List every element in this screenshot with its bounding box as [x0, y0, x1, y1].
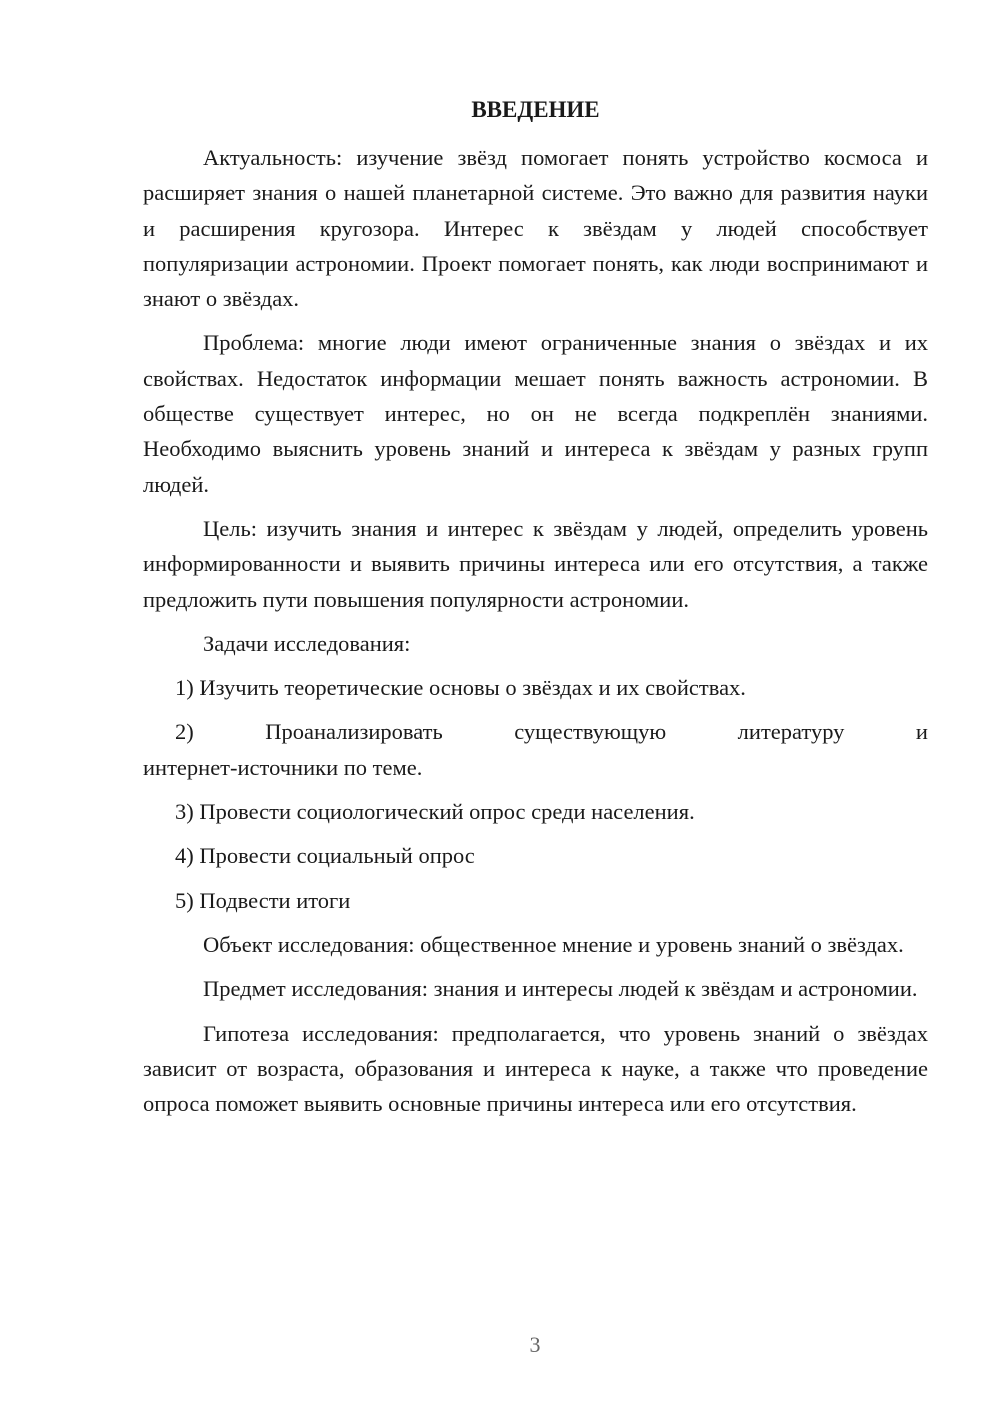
- task-item-2-word: существующую: [514, 719, 667, 745]
- object-paragraph: Объект исследования: общественное мнение и уровень знаний о звёздах.: [203, 931, 904, 957]
- task-item-2-word: литературу: [737, 719, 845, 745]
- task-item-2-continuation: интернет-источники по теме.: [143, 754, 423, 780]
- tasks-heading: Задачи исследования:: [203, 630, 411, 656]
- task-item-2-word: 2): [175, 719, 194, 745]
- document-page: [143, 92, 928, 1130]
- task-item-2-word: и: [915, 719, 928, 745]
- problem-paragraph: Проблема: многие люди имеют ограниченные знания о звёздах и их свойствах. Недостаток информации мешает понять важность астрономии. В обществе существует интерес, но он не всегда подкреплён знаниями. Необходимо выяснить уровень знаний и интереса к звёздам у разных групп людей.: [143, 330, 928, 497]
- page-number: 3: [529, 1332, 541, 1357]
- relevance-paragraph: Актуальность: изучение звёзд помогает понять устройство космоса и расширяет знания о нашей планетарной системе. Это важно для развития науки и расширения кругозора. Интерес к звёздам у людей способствует популяризации астрономии. Проект помогает понять, как люди воспринимают и знают о звёздах.: [143, 145, 928, 312]
- task-item-2-first-line: [143, 714, 928, 749]
- task-item-4: 4) Провести социальный опрос: [175, 843, 475, 869]
- task-item-3: 3) Провести социологический опрос среди населения.: [175, 799, 695, 825]
- goal-paragraph: Цель: изучить знания и интерес к звёздам у людей, определить уровень информированности и выявить причины интереса или его отсутствия, а также предложить пути повышения популярности астрономии.: [143, 515, 928, 612]
- task-item-1: 1) Изучить теоретические основы о звёздах и их свойствах.: [175, 675, 746, 701]
- task-item-2: [143, 714, 928, 785]
- hypothesis-paragraph: Гипотеза исследования: предполагается, что уровень знаний о звёздах зависит от возраста, образования и интереса к науке, а также что проведение опроса поможет выявить основные причины интереса или его отсутствия.: [143, 1020, 928, 1117]
- task-item-5: 5) Подвести итоги: [175, 887, 351, 913]
- section-title: ВВЕДЕНИЕ: [471, 97, 600, 122]
- subject-paragraph: Предмет исследования: знания и интересы людей к звёздам и астрономии.: [203, 976, 918, 1002]
- task-item-2-word: Проанализировать: [265, 719, 443, 745]
